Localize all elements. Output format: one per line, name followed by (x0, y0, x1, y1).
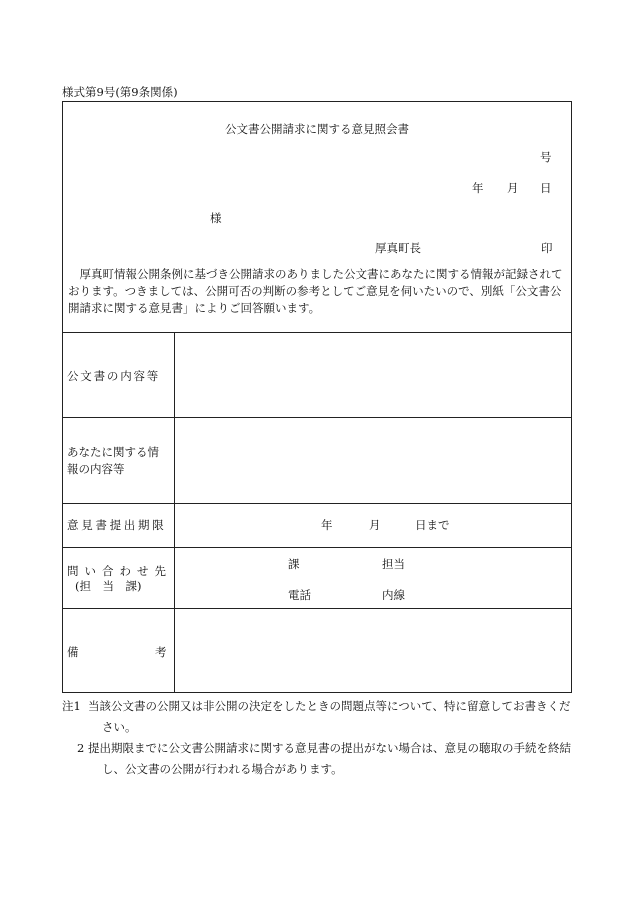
row-divider (62, 547, 572, 548)
body-paragraph: 厚真町情報公開条例に基づき公開請求のありました公文書にあなたに関する情報が記録されております。つきましては、公開可否の判断の参考としてご意見を伺いたいので、別紙「公文書公開請求に関する意見書」によりご回答願います。 (68, 267, 563, 315)
date-year: 年 (472, 181, 484, 195)
row-label-deadline: 意見書提出期限 (67, 518, 167, 532)
column-divider (174, 332, 175, 693)
document-content-field[interactable] (177, 335, 569, 415)
addressee-suffix: 様 (210, 211, 222, 225)
contact-phone: 電話 (288, 588, 311, 602)
sender-name: 厚真町長 (375, 241, 421, 255)
seal-mark: 印 (541, 241, 553, 255)
note-2-text: 提出期限までに公文書公開請求に関する意見書の提出がない場合は、意見の聴取の手続を終結し、公文書の公開が行われる場合があります。 (88, 741, 571, 776)
document-title: 公文書公開請求に関する意見照会書 (225, 122, 409, 136)
note-2 (62, 738, 578, 780)
date-month: 月 (507, 181, 519, 195)
note-1 (62, 696, 578, 738)
deadline-month: 月 (369, 518, 381, 532)
row-label-remarks-left: 備 (67, 645, 79, 659)
contact-section: 課 (288, 557, 300, 571)
contact-extension: 内線 (382, 588, 405, 602)
deadline-day: 日まで (415, 518, 450, 532)
note-2-marker: 2 (77, 741, 85, 755)
row-label-contact-line2: (担 当 課) (75, 579, 142, 593)
date-day: 日 (540, 181, 552, 195)
your-info-field[interactable] (177, 420, 569, 500)
table-top-border (62, 332, 572, 333)
row-label-contact-line1: 問い合わせ先 (67, 564, 172, 578)
row-label-document-content: 公文書の内容等 (67, 369, 161, 383)
row-divider (62, 417, 572, 418)
note-1-text: 当該公文書の公開又は非公開の決定をしたときの問題点等について、特に留意してお書きください。 (88, 699, 571, 734)
note-1-marker: 注1 (62, 699, 81, 713)
contact-person: 担当 (382, 557, 405, 571)
row-divider (62, 608, 572, 609)
row-label-your-info-line2: 報の内容等 (67, 462, 125, 476)
row-label-your-info-line1: あなたに関する情 (67, 445, 159, 459)
number-mark: 号 (540, 150, 552, 164)
form-label: 様式第9号(第9条関係) (62, 85, 178, 99)
row-label-remarks-right: 考 (155, 645, 167, 659)
row-divider (62, 503, 572, 504)
deadline-year: 年 (321, 518, 333, 532)
remarks-field[interactable] (177, 611, 569, 690)
